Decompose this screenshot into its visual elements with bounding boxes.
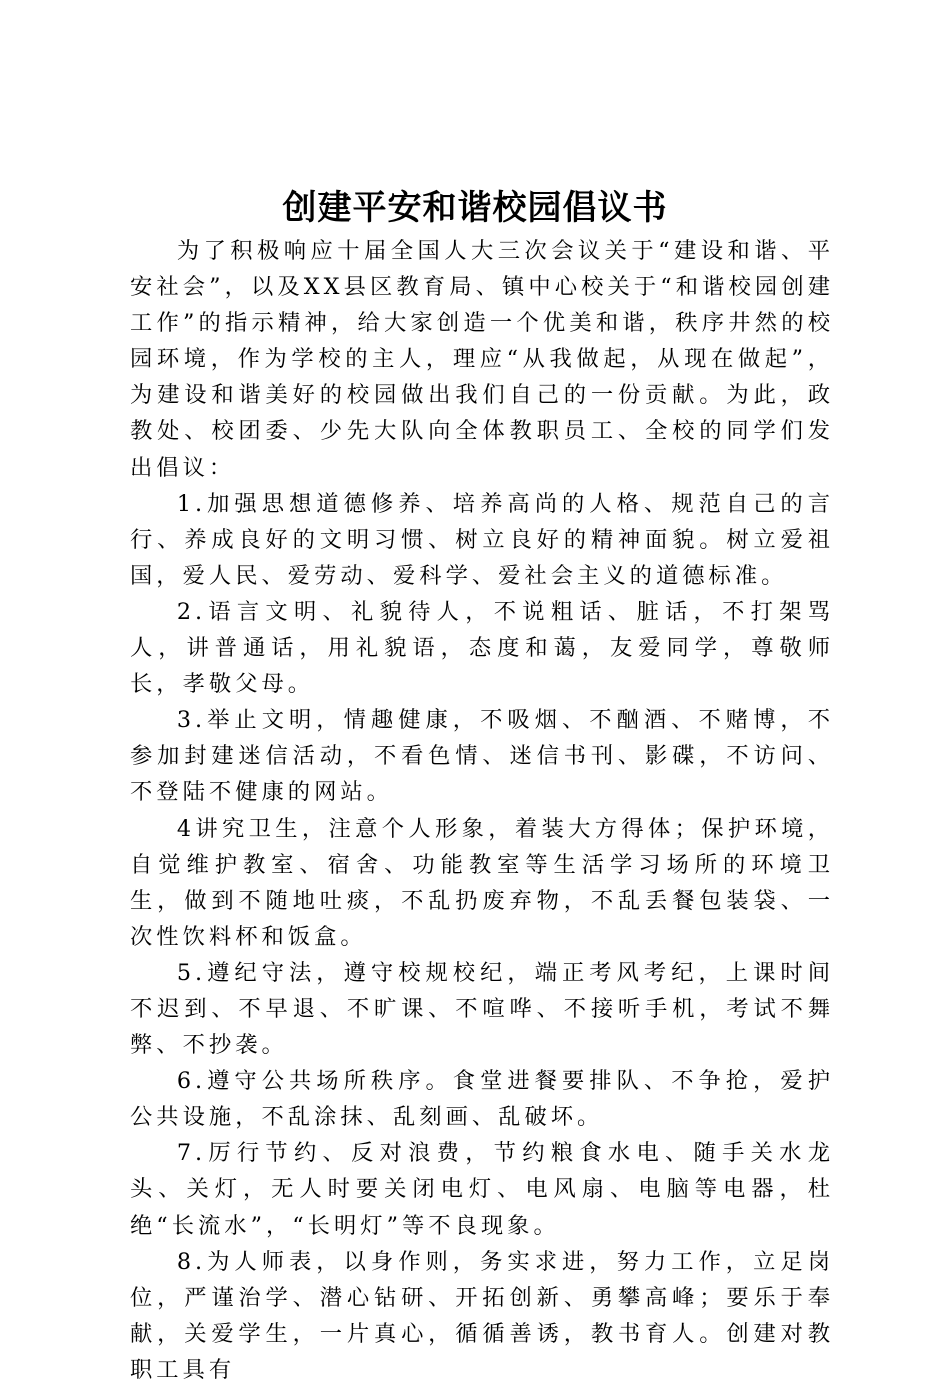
item-paragraph-2: 2.语言文明、礼貌待人，不说粗话、脏话，不打架骂人，讲普通话，用礼貌语，态度和蔼，友爱同学，尊敬师长，孝敬父母。	[130, 598, 834, 698]
item-paragraph-5: 5.遵纪守法，遵守校规校纪，端正考风考纪，上课时间不迟到、不早退、不旷课、不喧哗、不接听手机，考试不舞弊、不抄袭。	[130, 959, 834, 1059]
document-title: 创建平安和谐校园倡议书	[282, 188, 668, 228]
item-paragraph-1: 1.加强思想道德修养、培养高尚的人格、规范自己的言行、养成良好的文明习惯、树立良好的精神面貌。树立爱祖国，爱人民、爱劳动、爱科学、爱社会主义的道德标准。	[130, 490, 834, 589]
document-body	[130, 233, 834, 1388]
item-paragraph-4: 4讲究卫生，注意个人形象，着装大方得体；保护环境，自觉维护教室、宿舍、功能教室等生活学习场所的环境卫生，做到不随地吐痰，不乱扔废弃物，不乱丢餐包装袋、一次性饮料杯和饭盒。	[130, 815, 834, 950]
item-paragraph-3: 3.举止文明，情趣健康，不吸烟、不酗酒、不赌博，不参加封建迷信活动，不看色情、迷信书刊、影碟，不访问、不登陆不健康的网站。	[130, 707, 834, 806]
item-paragraph-8: 8.为人师表，以身作则，务实求进，努力工作，立足岗位，严谨治学、潜心钻研、开拓创新、勇攀高峰；要乐于奉献，关爱学生，一片真心，循循善诱，教书育人。创建对教职工具有	[130, 1248, 834, 1383]
item-paragraph-6: 6.遵守公共场所秩序。食堂进餐要排队、不争抢，爱护公共设施，不乱涂抹、乱刻画、乱破坏。	[130, 1068, 834, 1131]
intro-paragraph: 为了积极响应十届全国人大三次会议关于“建设和谐、平安社会”，以及XX县区教育局、镇中心校关于“和谐校园创建工作”的指示精神，给大家创造一个优美和谐，秩序井然的校园环境，作为学校的主人，理应“从我做起，从现在做起”，为建设和谐美好的校园做出我们自己的一份贡献。为此，政教处、校团委、少先大队向全体教职员工、全校的同学们发出倡议：	[130, 238, 834, 481]
item-paragraph-7: 7.厉行节约、反对浪费，节约粮食水电、随手关水龙头、关灯，无人时要关闭电灯、电风扇、电脑等电器，杜绝“长流水”，“长明灯”等不良现象。	[130, 1140, 834, 1239]
